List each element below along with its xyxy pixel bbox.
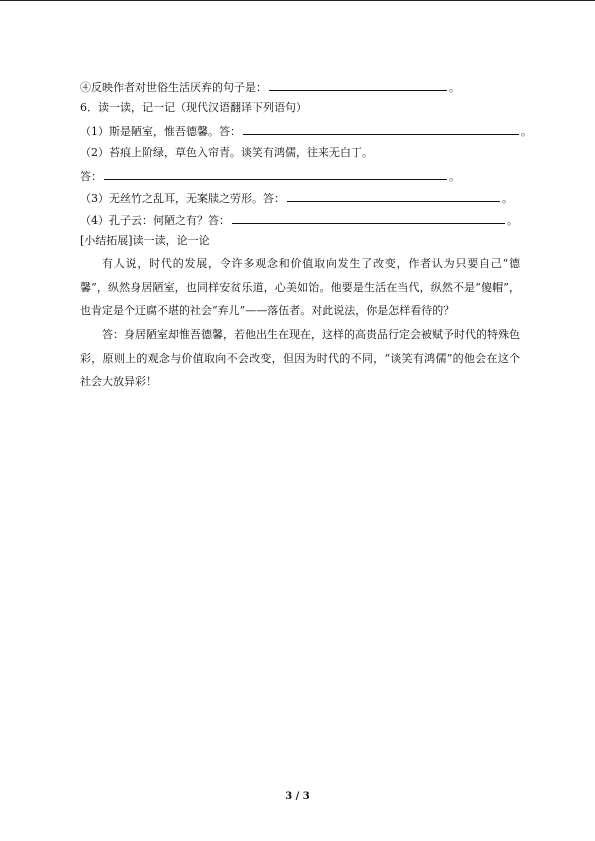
question-6-4 — [80, 212, 518, 228]
extension-question: 有人说，时代的发展，令许多观念和价值取向发生了改变，作者认为只要自己“德馨”，纵然身居陋室，也同样安贫乐道，心美如饴。他要是生活在当代，纵然不是“傻帽”，也肯定是个迂腐不堪的社会“弃儿”——落伍者。对此说法，你是怎样看待的？ — [80, 257, 520, 317]
page-top-rule — [0, 0, 595, 1]
question-4-text: ④反映作者对世俗生活厌弃的句子是： — [80, 81, 267, 94]
answer-blank-6-2[interactable] — [104, 168, 447, 180]
question-6-title: 6．读一读，记一记（现代汉语翻译下列语句） — [80, 101, 307, 114]
extension-title: [小结拓展]读一读，论一论 — [80, 234, 210, 247]
page-number: 3 / 3 — [285, 791, 310, 802]
period: 。 — [521, 125, 532, 138]
period: 。 — [502, 192, 513, 205]
question-6-3 — [80, 190, 513, 206]
question-6-4-text: （4）孔子云：何陋之有？答： — [80, 214, 230, 227]
question-6-3-text: （3）无丝竹之乱耳，无案牍之劳形。答： — [80, 192, 285, 205]
answer-blank-6-1[interactable] — [243, 123, 519, 135]
question-6-1 — [80, 123, 532, 139]
period: 。 — [507, 214, 518, 227]
answer-blank-6-4[interactable] — [232, 212, 505, 224]
extension-answer: 答：身居陋室却惟吾德馨，若他出生在现在，这样的高贵品行定会被赋予时代的特殊色彩，原则上的观念与价值取向不会改变，但因为时代的不同，“谈笑有鸿儒”的他会在这个社会大放异彩！ — [80, 328, 520, 388]
period: 。 — [449, 170, 460, 183]
question-4-item — [80, 79, 460, 95]
question-6-2: （2）苔痕上阶绿，草色入帘青。谈笑有鸿儒，往来无白丁。 — [80, 146, 373, 159]
answer-blank-4[interactable] — [269, 79, 447, 91]
answer-label: 答： — [80, 170, 102, 183]
question-6-1-text: （1）斯是陋室，惟吾德馨。答： — [80, 125, 241, 138]
question-6-2-answer — [80, 168, 460, 184]
answer-blank-6-3[interactable] — [287, 190, 500, 202]
period: 。 — [449, 81, 460, 94]
